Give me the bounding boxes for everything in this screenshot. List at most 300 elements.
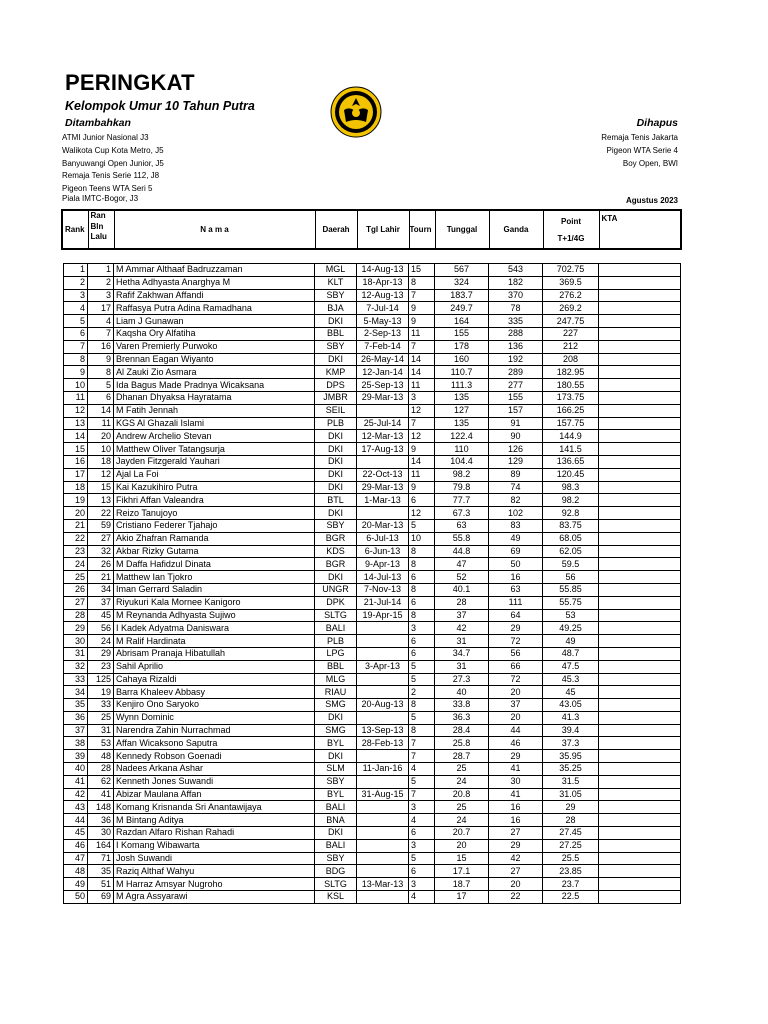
singles-cell: 52 — [435, 571, 489, 584]
region-cell: SLTG — [315, 878, 357, 891]
region-cell: KLT — [315, 276, 357, 289]
rank-cell: 8 — [64, 353, 88, 366]
rank-cell: 16 — [64, 455, 88, 468]
region-cell: BNA — [315, 814, 357, 827]
dob-cell — [357, 750, 409, 763]
rank-cell: 32 — [64, 660, 88, 673]
table-row — [64, 507, 681, 520]
tournaments-cell: 11 — [409, 379, 435, 392]
point-cell: 182.95 — [543, 366, 599, 379]
point-cell: 166.25 — [543, 404, 599, 417]
kta-cell — [599, 878, 681, 891]
point-cell: 55.85 — [543, 583, 599, 596]
point-cell: 98.2 — [543, 494, 599, 507]
name-cell: Varen Premierly Purwoko — [114, 340, 315, 353]
region-cell: DKI — [315, 827, 357, 840]
rank-cell: 7 — [64, 340, 88, 353]
kta-cell — [599, 596, 681, 609]
name-cell: Josh Suwandi — [114, 852, 315, 865]
rank-cell: 23 — [64, 545, 88, 558]
table-row — [64, 455, 681, 468]
dob-cell: 7-Jul-14 — [357, 302, 409, 315]
tournaments-cell: 7 — [409, 750, 435, 763]
doubles-cell: 64 — [489, 609, 543, 622]
table-row — [64, 686, 681, 699]
region-cell: DPS — [315, 379, 357, 392]
table-row — [64, 494, 681, 507]
prev-rank-cell: 36 — [88, 814, 114, 827]
region-cell: UNGR — [315, 583, 357, 596]
doubles-cell: 56 — [489, 647, 543, 660]
singles-cell: 110.7 — [435, 366, 489, 379]
doubles-cell: 41 — [489, 788, 543, 801]
singles-cell: 24 — [435, 814, 489, 827]
name-cell: KGS Al Ghazali Islami — [114, 417, 315, 430]
rank-cell: 13 — [64, 417, 88, 430]
point-cell: 180.55 — [543, 379, 599, 392]
dob-cell: 1-Mar-13 — [357, 494, 409, 507]
prev-rank-cell: 29 — [88, 647, 114, 660]
rank-cell: 28 — [64, 609, 88, 622]
dob-cell: 6-Jul-13 — [357, 532, 409, 545]
prev-rank-cell: 13 — [88, 494, 114, 507]
doubles-cell: 277 — [489, 379, 543, 392]
point-cell: 31.5 — [543, 775, 599, 788]
point-cell: 141.5 — [543, 443, 599, 456]
prev-rank-cell: 148 — [88, 801, 114, 814]
rank-cell: 21 — [64, 519, 88, 532]
singles-cell: 25 — [435, 763, 489, 776]
col-region: Daerah — [315, 210, 357, 249]
name-cell: Andrew Archelio Stevan — [114, 430, 315, 443]
table-row — [64, 827, 681, 840]
rank-cell: 25 — [64, 571, 88, 584]
kta-cell — [599, 839, 681, 852]
table-row — [64, 609, 681, 622]
dob-cell: 25-Sep-13 — [357, 379, 409, 392]
point-cell: 276.2 — [543, 289, 599, 302]
col-prev-rank-line3: Lalu — [90, 232, 107, 241]
point-cell: 39.4 — [543, 724, 599, 737]
prev-rank-cell: 5 — [88, 379, 114, 392]
col-name: N a m a — [114, 210, 315, 249]
region-cell: BJA — [315, 302, 357, 315]
kta-cell — [599, 660, 681, 673]
singles-cell: 164 — [435, 315, 489, 328]
name-cell: Sahil Aprilio — [114, 660, 315, 673]
region-cell: SLM — [315, 763, 357, 776]
doubles-cell: 136 — [489, 340, 543, 353]
table-row — [64, 276, 681, 289]
dob-cell: 19-Apr-15 — [357, 609, 409, 622]
rank-cell: 15 — [64, 443, 88, 456]
tournaments-cell: 10 — [409, 532, 435, 545]
table-row — [64, 878, 681, 891]
region-cell: RIAU — [315, 686, 357, 699]
prev-rank-cell: 8 — [88, 366, 114, 379]
col-kta: KTA — [599, 210, 681, 249]
table-row — [64, 801, 681, 814]
prev-rank-cell: 1 — [88, 264, 114, 277]
rank-cell: 37 — [64, 724, 88, 737]
region-cell: SMG — [315, 724, 357, 737]
name-cell: Kai Kazukihiro Putra — [114, 481, 315, 494]
prev-rank-cell: 41 — [88, 788, 114, 801]
singles-cell: 67.3 — [435, 507, 489, 520]
kta-cell — [599, 814, 681, 827]
prev-rank-cell: 51 — [88, 878, 114, 891]
name-cell: M Ammar Althaaf Badruzzaman — [114, 264, 315, 277]
point-cell: 173.75 — [543, 391, 599, 404]
doubles-cell: 16 — [489, 801, 543, 814]
singles-cell: 111.3 — [435, 379, 489, 392]
singles-cell: 24 — [435, 775, 489, 788]
doubles-cell: 20 — [489, 686, 543, 699]
rank-cell: 34 — [64, 686, 88, 699]
list-item: Remaja Tenis Jakarta — [601, 133, 678, 142]
name-cell: Kaqsha Ory Alfatiha — [114, 327, 315, 340]
dob-cell: 20-Aug-13 — [357, 699, 409, 712]
table-header — [61, 209, 682, 250]
region-cell: LPG — [315, 647, 357, 660]
tournaments-cell: 7 — [409, 737, 435, 750]
kta-cell — [599, 763, 681, 776]
region-cell: BBL — [315, 660, 357, 673]
col-point — [543, 210, 599, 249]
singles-cell: 20.7 — [435, 827, 489, 840]
doubles-cell: 82 — [489, 494, 543, 507]
dob-cell: 7-Feb-14 — [357, 340, 409, 353]
point-cell: 59.5 — [543, 558, 599, 571]
name-cell: Cahaya Rizaldi — [114, 673, 315, 686]
table-row — [64, 315, 681, 328]
tournaments-cell: 6 — [409, 494, 435, 507]
table-row — [64, 724, 681, 737]
point-cell: 28 — [543, 814, 599, 827]
tournaments-cell: 3 — [409, 878, 435, 891]
prev-rank-cell: 48 — [88, 750, 114, 763]
prev-rank-cell: 28 — [88, 763, 114, 776]
doubles-cell: 29 — [489, 622, 543, 635]
federation-logo-icon — [330, 86, 382, 138]
col-doubles: Ganda — [489, 210, 543, 249]
kta-cell — [599, 673, 681, 686]
tournaments-cell: 6 — [409, 827, 435, 840]
name-cell: I Kadek Adyatma Daniswara — [114, 622, 315, 635]
tournaments-cell: 15 — [409, 264, 435, 277]
added-tournaments-heading: Ditambahkan — [65, 117, 131, 129]
table-row — [64, 468, 681, 481]
name-cell: M Daffa Hafidzul Dinata — [114, 558, 315, 571]
doubles-cell: 335 — [489, 315, 543, 328]
dob-cell: 14-Aug-13 — [357, 264, 409, 277]
region-cell: BALI — [315, 839, 357, 852]
region-cell: DKI — [315, 468, 357, 481]
doubles-cell: 29 — [489, 839, 543, 852]
singles-cell: 63 — [435, 519, 489, 532]
dob-cell — [357, 647, 409, 660]
point-cell: 41.3 — [543, 711, 599, 724]
name-cell: Brennan Eagan Wiyanto — [114, 353, 315, 366]
point-cell: 49 — [543, 635, 599, 648]
kta-cell — [599, 455, 681, 468]
rank-cell: 20 — [64, 507, 88, 520]
name-cell: Affan Wicaksono Saputra — [114, 737, 315, 750]
dob-cell: 3-Apr-13 — [357, 660, 409, 673]
name-cell: Rafif Zakhwan Affandi — [114, 289, 315, 302]
dob-cell: 9-Apr-13 — [357, 558, 409, 571]
kta-cell — [599, 827, 681, 840]
dob-cell: 7-Nov-13 — [357, 583, 409, 596]
name-cell: Abizar Maulana Affan — [114, 788, 315, 801]
kta-cell — [599, 468, 681, 481]
kta-cell — [599, 801, 681, 814]
dob-cell: 14-Jul-13 — [357, 571, 409, 584]
region-cell: BALI — [315, 801, 357, 814]
singles-cell: 17 — [435, 891, 489, 904]
name-cell: Al Zauki Zio Asmara — [114, 366, 315, 379]
kta-cell — [599, 750, 681, 763]
point-cell: 29 — [543, 801, 599, 814]
dob-cell — [357, 686, 409, 699]
kta-cell — [599, 571, 681, 584]
singles-cell: 79.8 — [435, 481, 489, 494]
name-cell: Razdan Alfaro Rishan Rahadi — [114, 827, 315, 840]
table-row — [64, 699, 681, 712]
kta-cell — [599, 775, 681, 788]
rank-cell: 45 — [64, 827, 88, 840]
rank-cell: 26 — [64, 583, 88, 596]
region-cell: KMP — [315, 366, 357, 379]
prev-rank-cell: 6 — [88, 391, 114, 404]
col-prev-rank-line1: Ran — [90, 211, 106, 220]
singles-cell: 25 — [435, 801, 489, 814]
table-row — [64, 443, 681, 456]
doubles-cell: 27 — [489, 865, 543, 878]
region-cell: PLB — [315, 635, 357, 648]
name-cell: M Ralif Hardinata — [114, 635, 315, 648]
rank-cell: 3 — [64, 289, 88, 302]
point-cell: 83.75 — [543, 519, 599, 532]
table-row — [64, 366, 681, 379]
rank-cell: 9 — [64, 366, 88, 379]
doubles-cell: 16 — [489, 571, 543, 584]
kta-cell — [599, 481, 681, 494]
region-cell: DKI — [315, 443, 357, 456]
point-cell: 27.45 — [543, 827, 599, 840]
doubles-cell: 78 — [489, 302, 543, 315]
kta-cell — [599, 302, 681, 315]
kta-cell — [599, 865, 681, 878]
table-row — [64, 788, 681, 801]
ranking-date: Agustus 2023 — [625, 196, 678, 205]
prev-rank-cell: 62 — [88, 775, 114, 788]
kta-cell — [599, 635, 681, 648]
name-cell: Narendra Zahin Nurrachmad — [114, 724, 315, 737]
table-row — [64, 763, 681, 776]
kta-cell — [599, 852, 681, 865]
removed-tournaments-heading: Dihapus — [636, 117, 678, 129]
rank-cell: 11 — [64, 391, 88, 404]
col-point-label: Point — [561, 216, 581, 226]
table-row — [64, 852, 681, 865]
dob-cell — [357, 852, 409, 865]
rank-cell: 1 — [64, 264, 88, 277]
kta-cell — [599, 391, 681, 404]
name-cell: M Harraz Amsyar Nugroho — [114, 878, 315, 891]
region-cell: DKI — [315, 507, 357, 520]
prev-rank-cell: 35 — [88, 865, 114, 878]
singles-cell: 27.3 — [435, 673, 489, 686]
rank-cell: 19 — [64, 494, 88, 507]
region-cell: SBY — [315, 775, 357, 788]
dob-cell — [357, 839, 409, 852]
singles-cell: 15 — [435, 852, 489, 865]
dob-cell: 2-Sep-13 — [357, 327, 409, 340]
point-cell: 31.05 — [543, 788, 599, 801]
singles-cell: 55.8 — [435, 532, 489, 545]
point-cell: 23.7 — [543, 878, 599, 891]
point-cell: 55.75 — [543, 596, 599, 609]
list-item: Pigeon WTA Serie 4 — [606, 145, 678, 155]
prev-rank-cell: 2 — [88, 276, 114, 289]
tournaments-cell: 9 — [409, 315, 435, 328]
prev-rank-cell: 20 — [88, 430, 114, 443]
rank-cell: 42 — [64, 788, 88, 801]
point-cell: 92.8 — [543, 507, 599, 520]
rank-cell: 2 — [64, 276, 88, 289]
doubles-cell: 20 — [489, 711, 543, 724]
tournaments-cell: 9 — [409, 302, 435, 315]
singles-cell: 47 — [435, 558, 489, 571]
tournaments-cell: 6 — [409, 571, 435, 584]
region-cell: KSL — [315, 891, 357, 904]
point-cell: 47.5 — [543, 660, 599, 673]
tournaments-cell: 4 — [409, 891, 435, 904]
table-row — [64, 519, 681, 532]
rank-cell: 29 — [64, 622, 88, 635]
tournaments-cell: 8 — [409, 545, 435, 558]
doubles-cell: 74 — [489, 481, 543, 494]
dob-cell — [357, 404, 409, 417]
name-cell: Dhanan Dhyaksa Hayratama — [114, 391, 315, 404]
name-cell: Reizo Tanujoyo — [114, 507, 315, 520]
kta-cell — [599, 340, 681, 353]
rank-cell: 35 — [64, 699, 88, 712]
table-row — [64, 660, 681, 673]
tournaments-cell: 9 — [409, 443, 435, 456]
singles-cell: 20.8 — [435, 788, 489, 801]
singles-cell: 42 — [435, 622, 489, 635]
doubles-cell: 29 — [489, 750, 543, 763]
prev-rank-cell: 23 — [88, 660, 114, 673]
name-cell: Jayden Fitzgerald Yauhari — [114, 455, 315, 468]
singles-cell: 31 — [435, 660, 489, 673]
tournaments-cell: 5 — [409, 775, 435, 788]
tournaments-cell: 7 — [409, 788, 435, 801]
doubles-cell: 22 — [489, 891, 543, 904]
prev-rank-cell: 16 — [88, 340, 114, 353]
tournaments-cell: 7 — [409, 289, 435, 302]
table-row — [64, 558, 681, 571]
kta-cell — [599, 545, 681, 558]
page-subtitle: Kelompok Umur 10 Tahun Putra — [65, 99, 255, 113]
table-row — [64, 404, 681, 417]
dob-cell: 20-Mar-13 — [357, 519, 409, 532]
region-cell: DKI — [315, 481, 357, 494]
kta-cell — [599, 891, 681, 904]
list-item: Banyuwangi Open Junior, J5 — [62, 158, 164, 168]
singles-cell: 178 — [435, 340, 489, 353]
dob-cell: 22-Oct-13 — [357, 468, 409, 481]
prev-rank-cell: 24 — [88, 635, 114, 648]
list-item: Boy Open, BWI — [622, 158, 678, 168]
region-cell: BGR — [315, 558, 357, 571]
table-row — [64, 481, 681, 494]
region-cell: DKI — [315, 315, 357, 328]
region-cell: BYL — [315, 788, 357, 801]
point-cell: 48.7 — [543, 647, 599, 660]
rank-cell: 46 — [64, 839, 88, 852]
point-cell: 23.85 — [543, 865, 599, 878]
region-cell: SEIL — [315, 404, 357, 417]
table-row — [64, 391, 681, 404]
dob-cell: 29-Mar-13 — [357, 481, 409, 494]
prev-rank-cell: 19 — [88, 686, 114, 699]
doubles-cell: 63 — [489, 583, 543, 596]
doubles-cell: 370 — [489, 289, 543, 302]
singles-cell: 127 — [435, 404, 489, 417]
kta-cell — [599, 315, 681, 328]
dob-cell: 28-Feb-13 — [357, 737, 409, 750]
dob-cell — [357, 455, 409, 468]
tournaments-cell: 8 — [409, 724, 435, 737]
table-row — [64, 647, 681, 660]
name-cell: Matthew Oliver Tatangsurja — [114, 443, 315, 456]
kta-cell — [599, 519, 681, 532]
table-row — [64, 635, 681, 648]
tournaments-cell: 6 — [409, 865, 435, 878]
table-row — [64, 622, 681, 635]
name-cell: Liam J Gunawan — [114, 315, 315, 328]
dob-cell: 17-Aug-13 — [357, 443, 409, 456]
point-cell: 37.3 — [543, 737, 599, 750]
singles-cell: 20 — [435, 839, 489, 852]
prev-rank-cell: 27 — [88, 532, 114, 545]
dob-cell: 5-May-13 — [357, 315, 409, 328]
table-row — [64, 417, 681, 430]
table-row — [64, 865, 681, 878]
tournaments-cell: 6 — [409, 647, 435, 660]
point-cell: 49.25 — [543, 622, 599, 635]
name-cell: Akbar Rizky Gutama — [114, 545, 315, 558]
table-row — [64, 430, 681, 443]
tournaments-cell: 9 — [409, 481, 435, 494]
name-cell: Barra Khaleev Abbasy — [114, 686, 315, 699]
rank-cell: 33 — [64, 673, 88, 686]
doubles-cell: 72 — [489, 673, 543, 686]
region-cell: JMBR — [315, 391, 357, 404]
tournaments-cell: 12 — [409, 430, 435, 443]
name-cell: Abrisam Pranaja Hibatullah — [114, 647, 315, 660]
prev-rank-cell: 59 — [88, 519, 114, 532]
name-cell: M Fatih Jennah — [114, 404, 315, 417]
point-cell: 227 — [543, 327, 599, 340]
prev-rank-cell: 25 — [88, 711, 114, 724]
name-cell: Riyukuri Kala Mornee Kanigoro — [114, 596, 315, 609]
list-item: Piala IMTC-Bogor, J3 — [62, 193, 139, 203]
col-singles: Tunggal — [435, 210, 489, 249]
